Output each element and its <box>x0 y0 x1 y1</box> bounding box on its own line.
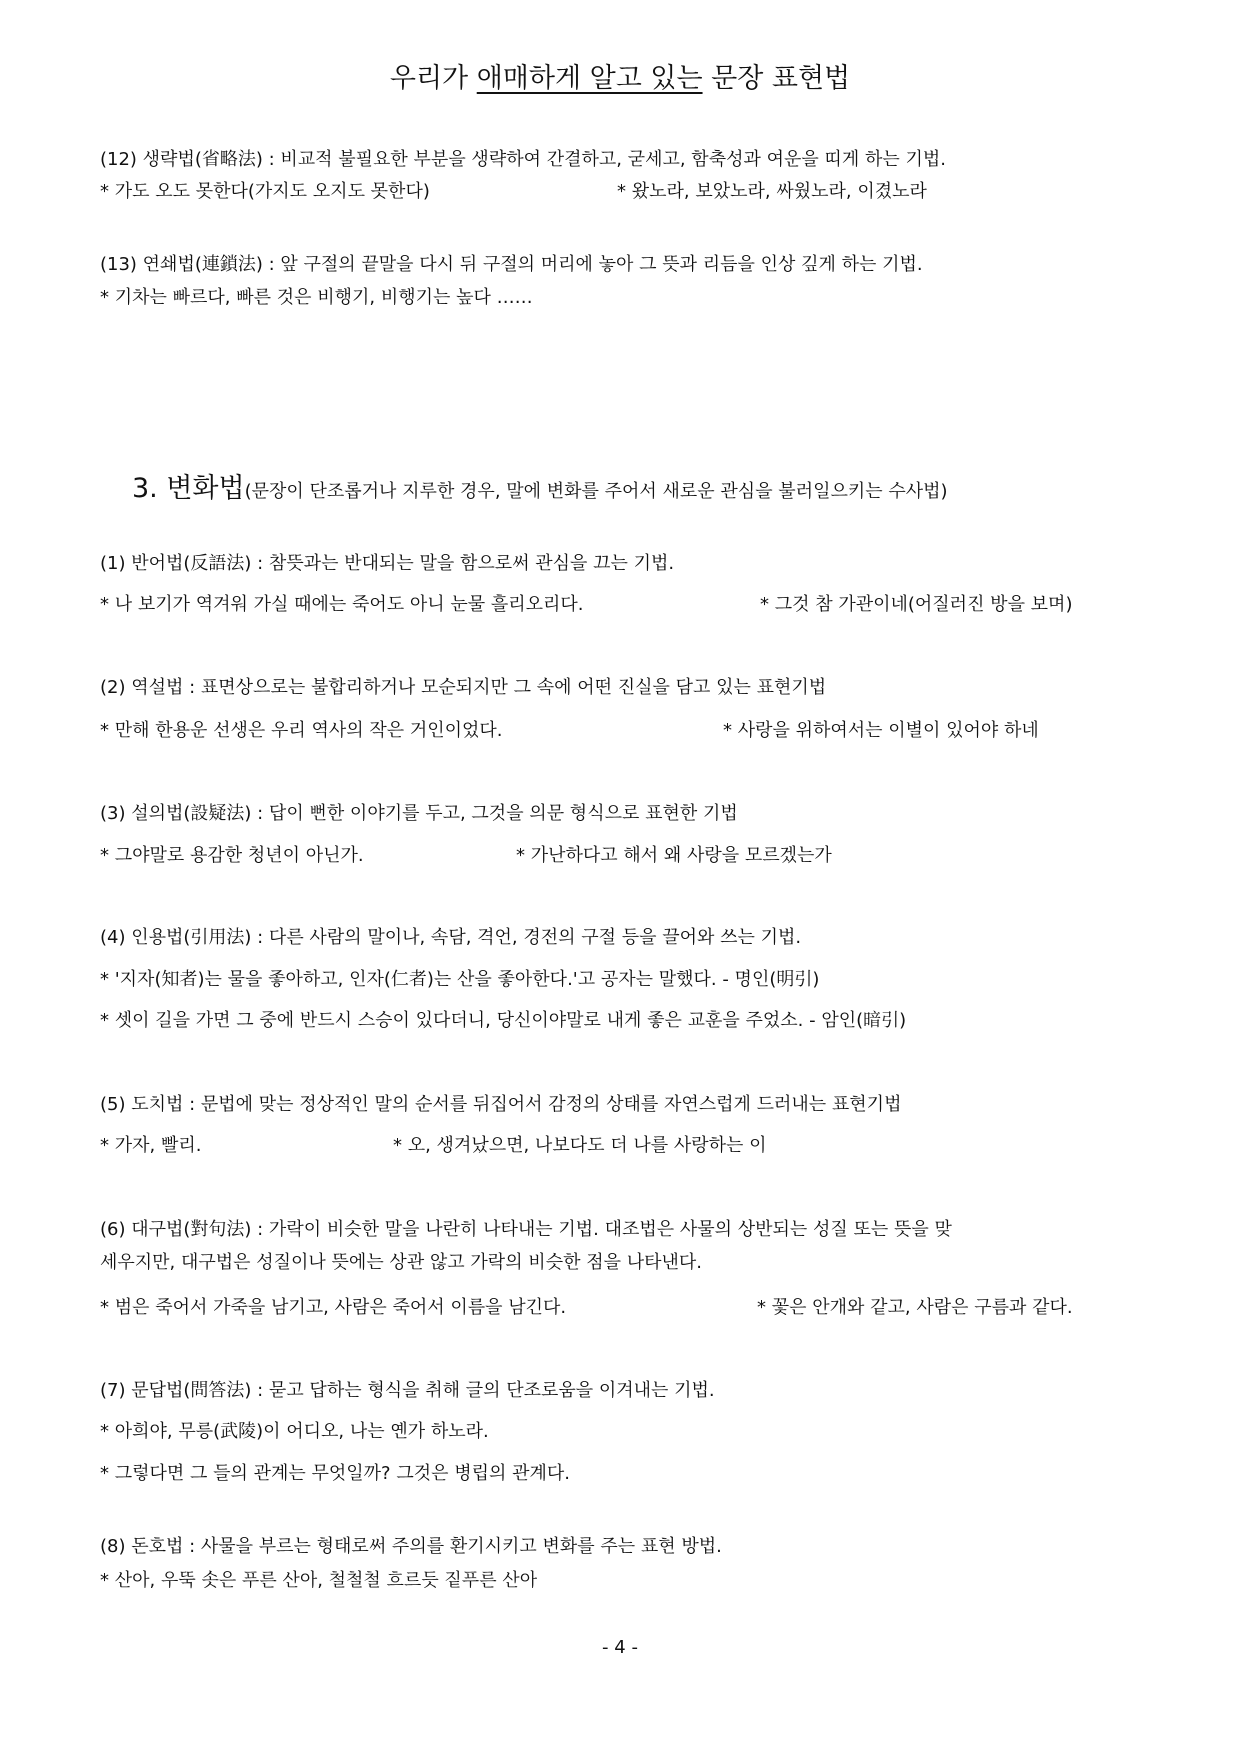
example: * 가자, 빨리. <box>100 1135 202 1156</box>
example: * 오, 생겨났으면, 나보다도 더 나를 사랑하는 이 <box>393 1135 767 1156</box>
item-head: (12) 생략법(省略法) : 비교적 불필요한 부분을 생략하여 간결하고, 굳세고, 함축성과 여운을 띠게 하는 기법. <box>100 149 946 170</box>
example: * '지자(知者)는 물을 좋아하고, 인자(仁者)는 산을 좋아한다.'고 공자는 말했다. - 명인(明引) <box>100 969 820 990</box>
example: * 기차는 빠르다, 빠른 것은 비행기, 비행기는 높다 …… <box>100 287 533 308</box>
item-head: (7) 문답법(問答法) : 묻고 답하는 형식을 취해 글의 단조로움을 이겨내는 기법. <box>100 1380 715 1401</box>
item-head: (5) 도치법 : 문법에 맞는 정상적인 말의 순서를 뒤집어서 감정의 상태를 자연스럽게 드러내는 표현기법 <box>100 1094 902 1115</box>
example: * 가도 오도 못한다(가지도 오지도 못한다) <box>100 181 430 202</box>
example: * 그것 참 가관이네(어질러진 방을 보며) <box>760 594 1073 615</box>
example: * 왔노라, 보았노라, 싸웠노라, 이겼노라 <box>617 181 927 202</box>
item-head: (1) 반어법(反語法) : 참뜻과는 반대되는 말을 함으로써 관심을 끄는 기법. <box>100 553 675 574</box>
title-underlined: 애매하게 알고 있는 <box>476 63 703 94</box>
item-head: (13) 연쇄법(連鎖法) : 앞 구절의 끝말을 다시 뒤 구절의 머리에 놓아 그 뜻과 리듬을 인상 깊게 하는 기법. <box>100 254 923 275</box>
item-head: (2) 역설법 : 표면상으로는 불합리하거나 모순되지만 그 속에 어떤 진실을 담고 있는 표현기법 <box>100 677 827 698</box>
item-head: (6) 대구법(對句法) : 가락이 비슷한 말을 나란히 나타내는 기법. 대조법은 사물의 상반되는 성질 또는 뜻을 맞 <box>100 1219 952 1240</box>
document-title <box>0 56 1240 95</box>
section-desc: (문장이 단조롭거나 지루한 경우, 말에 변화를 주어서 새로운 관심을 불러일으키는 수사법) <box>244 481 948 502</box>
section-heading <box>132 466 948 505</box>
example: * 아희야, 무릉(武陵)이 어디오, 나는 옌가 하노라. <box>100 1421 489 1442</box>
page-number: - 4 - <box>602 1637 638 1658</box>
example: * 꽃은 안개와 같고, 사람은 구름과 같다. <box>757 1297 1073 1318</box>
example: * 산아, 우뚝 솟은 푸른 산아, 철철철 흐르듯 짙푸른 산아 <box>100 1570 538 1591</box>
example: * 사랑을 위하여서는 이별이 있어야 하네 <box>723 720 1039 741</box>
example: * 나 보기가 역겨워 가실 때에는 죽어도 아니 눈물 흘리오리다. <box>100 594 584 615</box>
example: * 셋이 길을 가면 그 중에 반드시 스승이 있다더니, 당신이야말로 내게 좋은 교훈을 주었소. - 암인(暗引) <box>100 1010 907 1031</box>
item-head-cont: 세우지만, 대구법은 성질이나 뜻에는 상관 않고 가락의 비슷한 점을 나타낸다. <box>100 1252 702 1273</box>
item-head: (8) 돈호법 : 사물을 부르는 형태로써 주의를 환기시키고 변화를 주는 표현 방법. <box>100 1536 722 1557</box>
title-pre: 우리가 <box>389 63 477 94</box>
example: * 그야말로 용감한 청년이 아닌가. <box>100 845 364 866</box>
example: * 만해 한용운 선생은 우리 역사의 작은 거인이었다. <box>100 720 503 741</box>
item-head: (4) 인용법(引用法) : 다른 사람의 말이나, 속담, 격언, 경전의 구절 등을 끌어와 쓰는 기법. <box>100 927 802 948</box>
title-post: 문장 표현법 <box>702 63 851 94</box>
item-head: (3) 설의법(設疑法) : 답이 뻔한 이야기를 두고, 그것을 의문 형식으로 표현한 기법 <box>100 803 738 824</box>
example: * 그렇다면 그 들의 관계는 무엇일까? 그것은 병립의 관계다. <box>100 1463 570 1484</box>
example: * 가난하다고 해서 왜 사랑을 모르겠는가 <box>516 845 832 866</box>
section-title: 3. 변화법 <box>132 473 245 504</box>
example: * 범은 죽어서 가죽을 남기고, 사람은 죽어서 이름을 남긴다. <box>100 1297 567 1318</box>
